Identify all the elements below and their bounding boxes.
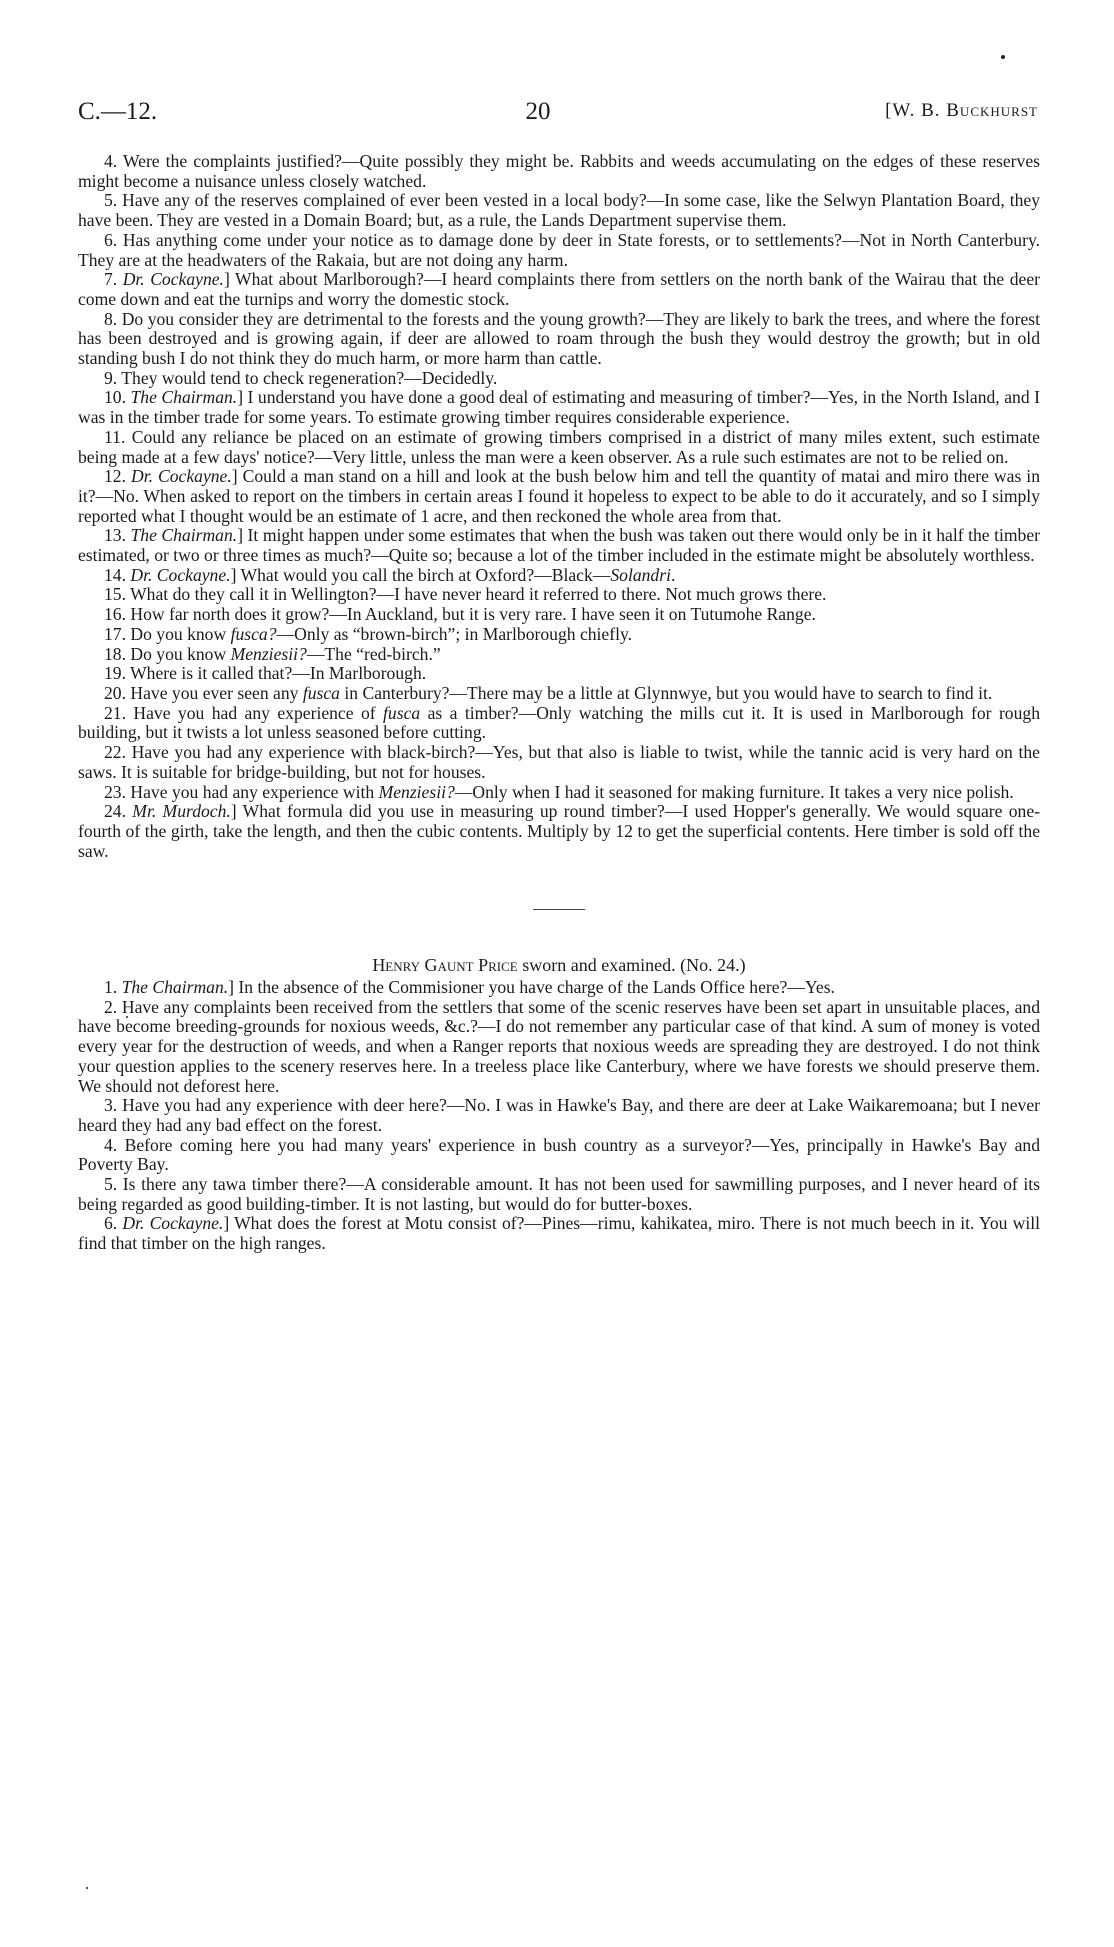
testimony-paragraph [78, 743, 1040, 782]
italic-text: fusca [302, 682, 340, 703]
italic-text: fusca? [230, 623, 277, 644]
header-witness-name: W. B. Buckhurst [892, 100, 1038, 121]
paragraph-text: 14. [104, 564, 131, 585]
paragraph-text: 9. They would tend to check regeneration?—Decidedly. [104, 367, 498, 388]
italic-text: The Chairman. [130, 387, 238, 408]
testimony-paragraph [78, 978, 1040, 998]
testimony-paragraph [78, 1096, 1040, 1135]
paragraph-text: ] What about Marlborough?—I heard complaints there from settlers on the north bank of the Wairau that the deer come down and eat the turnips and worry the domestic stock. [78, 269, 1040, 309]
testimony-paragraph [78, 310, 1040, 369]
paragraph-text: ] It might happen under some estimates that when the bush was taken out there would only be in it half the timber estimated, or two or three times as much?—Quite so; because a lot of the timber included in the estimate might be absolutely worthless. [78, 525, 1041, 566]
paragraph-text: 8. Do you consider they are detrimental to the forests and the young growth?—They are likely to bark the trees, and where the forest has been destroyed and is growing again, if deer are allowed to roam through the bush they would destroy the growth; but in old standing bush I do not think they do much harm, or more harm than cattle. [78, 308, 1040, 369]
testimony-paragraph [78, 664, 1040, 684]
italic-text: Dr. Cockayne. [130, 564, 231, 585]
page-header [78, 98, 1038, 138]
testimony-paragraph [78, 428, 1040, 467]
testimony-section-price [78, 978, 1040, 1254]
testimony-paragraph [78, 566, 1040, 586]
paragraph-text: 20. Have you ever seen any [104, 682, 303, 703]
paragraph-text: 18. Do you know [104, 643, 231, 664]
testimony-paragraph [78, 684, 1040, 704]
testimony-paragraph [78, 1214, 1040, 1253]
testimony-paragraph [78, 1136, 1040, 1175]
italic-text: The Chairman. [130, 525, 238, 546]
testimony-paragraph [78, 625, 1040, 645]
testimony-paragraph [78, 369, 1040, 389]
header-bracket: [ [885, 100, 893, 121]
speck-mark [86, 1887, 88, 1889]
testimony-paragraph [78, 191, 1040, 230]
italic-text: Solandri [610, 564, 671, 585]
paragraph-text: 7. [104, 269, 123, 290]
paragraph-text: . [670, 564, 676, 585]
italic-text: Dr. Cockayne. [122, 269, 224, 290]
paragraph-text: 23. Have you had any experience with [104, 781, 379, 802]
paragraph-text: ] I understand you have done a good deal of estimating and measuring of timber?—Yes, in the North Island, and I was in the timber trade for some years. To estimate growing timber requires considerable experience. [78, 387, 1040, 428]
testimony-paragraph [78, 388, 1040, 427]
paragraph-text: 2. Have any complaints been received from the settlers that some of the scenic reserves have been set apart in unsuitable places, and have become breeding-grounds for noxious weeds, &c.?—I do not remember any particular case of that kind. A sum of money is voted every year for the destruction of weeds, and when a Ranger reports that noxious weeds are spreading they are destroyed. I do not think your question applies to the scenery reserves here. In a treeless place like Canterbury, where we have forests we should preserve them. We should not deforest here. [78, 996, 1040, 1096]
section-divider [533, 909, 585, 910]
testimony-paragraph [78, 783, 1040, 803]
paragraph-text: 16. How far north does it grow?—In Auckland, but it is very rare. I have seen it on Tutumohe Range. [104, 604, 816, 625]
paragraph-text: ] What would you call the birch at Oxford?—Black— [230, 564, 611, 585]
testimony-paragraph [78, 802, 1040, 861]
paragraph-text: 21. Have you had any experience of [104, 702, 384, 723]
testimony-paragraph [78, 467, 1040, 526]
testimony-paragraph [78, 270, 1040, 309]
testimony-section-buckhurst [78, 152, 1040, 861]
paragraph-text: 4. Before coming here you had many years' experience in bush country as a surveyor?—Yes, principally in Hawke's Bay and Poverty Bay. [78, 1134, 1040, 1175]
speck-mark [1001, 55, 1005, 59]
italic-text: The Chairman. [121, 977, 229, 998]
witness-heading-suffix: sworn and examined. (No. 24.) [517, 955, 746, 976]
paragraph-text: 6. Has anything come under your notice as to damage done by deer in State forests, or to settlements?—Not in North Canterbury. They are at the headwaters of the Rakaia, but are not doing any harm. [78, 229, 1040, 270]
witness-name: Henry Gaunt Price [372, 955, 518, 976]
italic-text: Mr. Murdoch. [132, 801, 231, 822]
paragraph-text: 4. Were the complaints justified?—Quite possibly they might be. Rabbits and weeds accumulating on the edges of these reserves might become a nuisance unless closely watched. [78, 151, 1040, 191]
paragraph-text: 1. [104, 977, 122, 998]
testimony-paragraph [78, 526, 1040, 565]
paragraph-text: 15. What do they call it in Wellington?—I have never heard it referred to there. Not much grows there. [104, 584, 827, 605]
testimony-paragraph [78, 231, 1040, 270]
italic-text: Menziesii? [378, 781, 455, 802]
testimony-paragraph [78, 1175, 1040, 1214]
paragraph-text: 12. [104, 466, 131, 487]
paragraph-text: 24. [104, 801, 133, 822]
paragraph-text: 5. Have any of the reserves complained of ever been vested in a local body?—In some case, like the Selwyn Plantation Board, they have been. They are vested in a Domain Board; but, as a rule, the Lands Department supervise them. [78, 190, 1040, 231]
italic-text: Menziesii? [230, 643, 307, 664]
paragraph-text: 10. [104, 387, 131, 408]
paragraph-text: 11. Could any reliance be placed on an estimate of growing timbers comprised in a district of many miles extent, such estimate being made at a few days' notice?—Very little, unless the man were a keen observer. As a rule such estimates are not to be relied on. [78, 426, 1040, 467]
page-number: 20 [525, 98, 551, 125]
italic-text: fusca [383, 702, 421, 723]
testimony-paragraph [78, 585, 1040, 605]
witness-heading [78, 956, 1040, 976]
paragraph-text: in Canterbury?—There may be a little at Glynnwye, but you would have to search to find it. [339, 682, 993, 703]
paragraph-text: 19. Where is it called that?—In Marlborough. [104, 663, 427, 684]
italic-text: Dr. Cockayne. [131, 466, 232, 487]
paragraph-text: ] Could a man stand on a hill and look at the bush below him and tell the quantity of matai and miro there was in it?—No. When asked to report on the timbers in certain areas I found it hopeless to expect to be able to do it accurately, and so I simply reported what I thought would be an estimate of 1 acre, and then reckoned the whole area from that. [78, 466, 1040, 526]
paragraph-text: 13. [104, 525, 131, 546]
testimony-paragraph [78, 152, 1040, 191]
paragraph-text: 22. Have you had any experience with black-birch?—Yes, but that also is liable to twist, while the tannic acid is very hard on the saws. It is suitable for bridge-building, but not for houses. [78, 742, 1040, 782]
paragraph-text: 5. Is there any tawa timber there?—A considerable amount. It has not been used for sawmilling purposes, and I never heard of its being regarded as good building-timber. It is not lasting, but would do for butter-boxes. [78, 1174, 1040, 1214]
parliamentary-paper-number: C.—12. [78, 98, 158, 125]
witness-header [885, 100, 1038, 122]
paragraph-text: 3. Have you had any experience with deer here?—No. I was in Hawke's Bay, and there are deer at Lake Waikaremoana; but I never heard they had any bad effect on the forest. [78, 1095, 1040, 1135]
paragraph-text: —Only as “brown-birch”; in Marlborough chiefly. [276, 623, 633, 644]
paragraph-text: 6. [104, 1213, 123, 1234]
paragraph-text: as a timber?—Only watching the mills cut it. It is used in Marlborough for rough building, but it twists a lot unless seasoned before cutting. [78, 702, 1040, 743]
paragraph-text: ] What does the forest at Motu consist of?—Pines—rimu, kahikatea, miro. There is not much beech in it. You will find that timber on the high ranges. [78, 1213, 1040, 1254]
testimony-paragraph [78, 704, 1040, 743]
paragraph-text: ] What formula did you use in measuring up round timber?—I used Hopper's generally. We would square one-fourth of the girth, take the length, and then the cubic contents. Multiply by 12 to get the superficial contents. Here timber is sold off the saw. [78, 801, 1040, 861]
paragraph-text: —Only when I had it seasoned for making furniture. It takes a very nice polish. [454, 781, 1014, 802]
testimony-paragraph [78, 998, 1040, 1097]
paragraph-text: 17. Do you know [104, 623, 231, 644]
document-body [78, 152, 1040, 1254]
paragraph-text: ] In the absence of the Commisioner you have charge of the Lands Office here?—Yes. [228, 977, 835, 998]
testimony-paragraph [78, 605, 1040, 625]
testimony-paragraph [78, 645, 1040, 665]
italic-text: Dr. Cockayne. [122, 1213, 224, 1234]
paragraph-text: —The “red-birch.” [306, 643, 441, 664]
